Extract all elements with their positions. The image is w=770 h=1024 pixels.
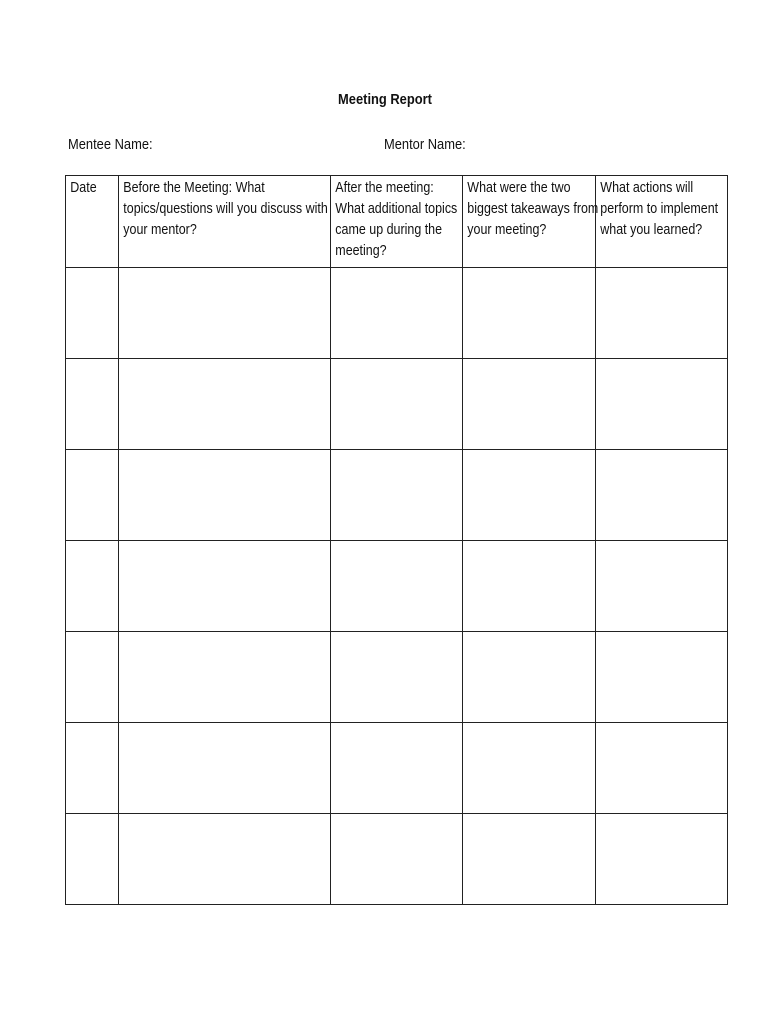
header-actions (596, 176, 728, 268)
table-row (66, 359, 728, 450)
header-before-meeting-label: Before the Meeting: What topics/questions will you discuss with your mentor? (123, 180, 328, 238)
cell-actions[interactable] (596, 359, 728, 450)
mentor-name-label: Mentor Name: (384, 136, 466, 153)
table-row (66, 268, 728, 359)
cell-date[interactable] (66, 359, 119, 450)
page-title: Meeting Report (338, 91, 432, 108)
table-row (66, 541, 728, 632)
header-date-label: Date (70, 180, 97, 196)
cell-takeaways[interactable] (463, 632, 596, 723)
cell-date[interactable] (66, 541, 119, 632)
table-row (66, 723, 728, 814)
cell-after-meeting[interactable] (331, 814, 463, 905)
cell-before-meeting[interactable] (119, 450, 331, 541)
cell-date[interactable] (66, 814, 119, 905)
cell-date[interactable] (66, 268, 119, 359)
table-row (66, 450, 728, 541)
header-before-meeting (119, 176, 331, 268)
mentee-name-label: Mentee Name: (68, 136, 153, 153)
cell-after-meeting[interactable] (331, 541, 463, 632)
cell-actions[interactable] (596, 632, 728, 723)
meeting-report-table (65, 175, 728, 905)
cell-takeaways[interactable] (463, 723, 596, 814)
cell-after-meeting[interactable] (331, 632, 463, 723)
cell-after-meeting[interactable] (331, 359, 463, 450)
header-takeaways (463, 176, 599, 268)
cell-after-meeting[interactable] (331, 450, 463, 541)
header-takeaways-label: What were the two biggest takeaways from your meeting? (467, 180, 599, 238)
header-actions-label: What actions will perform to implement what you learned? (600, 180, 719, 238)
cell-before-meeting[interactable] (119, 541, 331, 632)
cell-before-meeting[interactable] (119, 723, 331, 814)
cell-after-meeting[interactable] (331, 723, 463, 814)
cell-after-meeting[interactable] (331, 268, 463, 359)
cell-actions[interactable] (596, 450, 728, 541)
header-after-meeting-label: After the meeting: What additional topics came up during the meeting? (335, 180, 458, 259)
cell-date[interactable] (66, 450, 119, 541)
cell-takeaways[interactable] (463, 541, 596, 632)
table-row (66, 632, 728, 723)
cell-date[interactable] (66, 632, 119, 723)
cell-before-meeting[interactable] (119, 814, 331, 905)
cell-before-meeting[interactable] (119, 268, 331, 359)
cell-actions[interactable] (596, 268, 728, 359)
cell-actions[interactable] (596, 723, 728, 814)
cell-takeaways[interactable] (463, 268, 596, 359)
header-after-meeting (331, 176, 463, 268)
header-date (66, 176, 119, 268)
cell-date[interactable] (66, 723, 119, 814)
table-row (66, 814, 728, 905)
cell-takeaways[interactable] (463, 814, 596, 905)
table-header-row (66, 176, 728, 268)
cell-takeaways[interactable] (463, 359, 596, 450)
table-body (66, 268, 728, 905)
cell-takeaways[interactable] (463, 450, 596, 541)
cell-actions[interactable] (596, 814, 728, 905)
cell-before-meeting[interactable] (119, 632, 331, 723)
cell-before-meeting[interactable] (119, 359, 331, 450)
cell-actions[interactable] (596, 541, 728, 632)
